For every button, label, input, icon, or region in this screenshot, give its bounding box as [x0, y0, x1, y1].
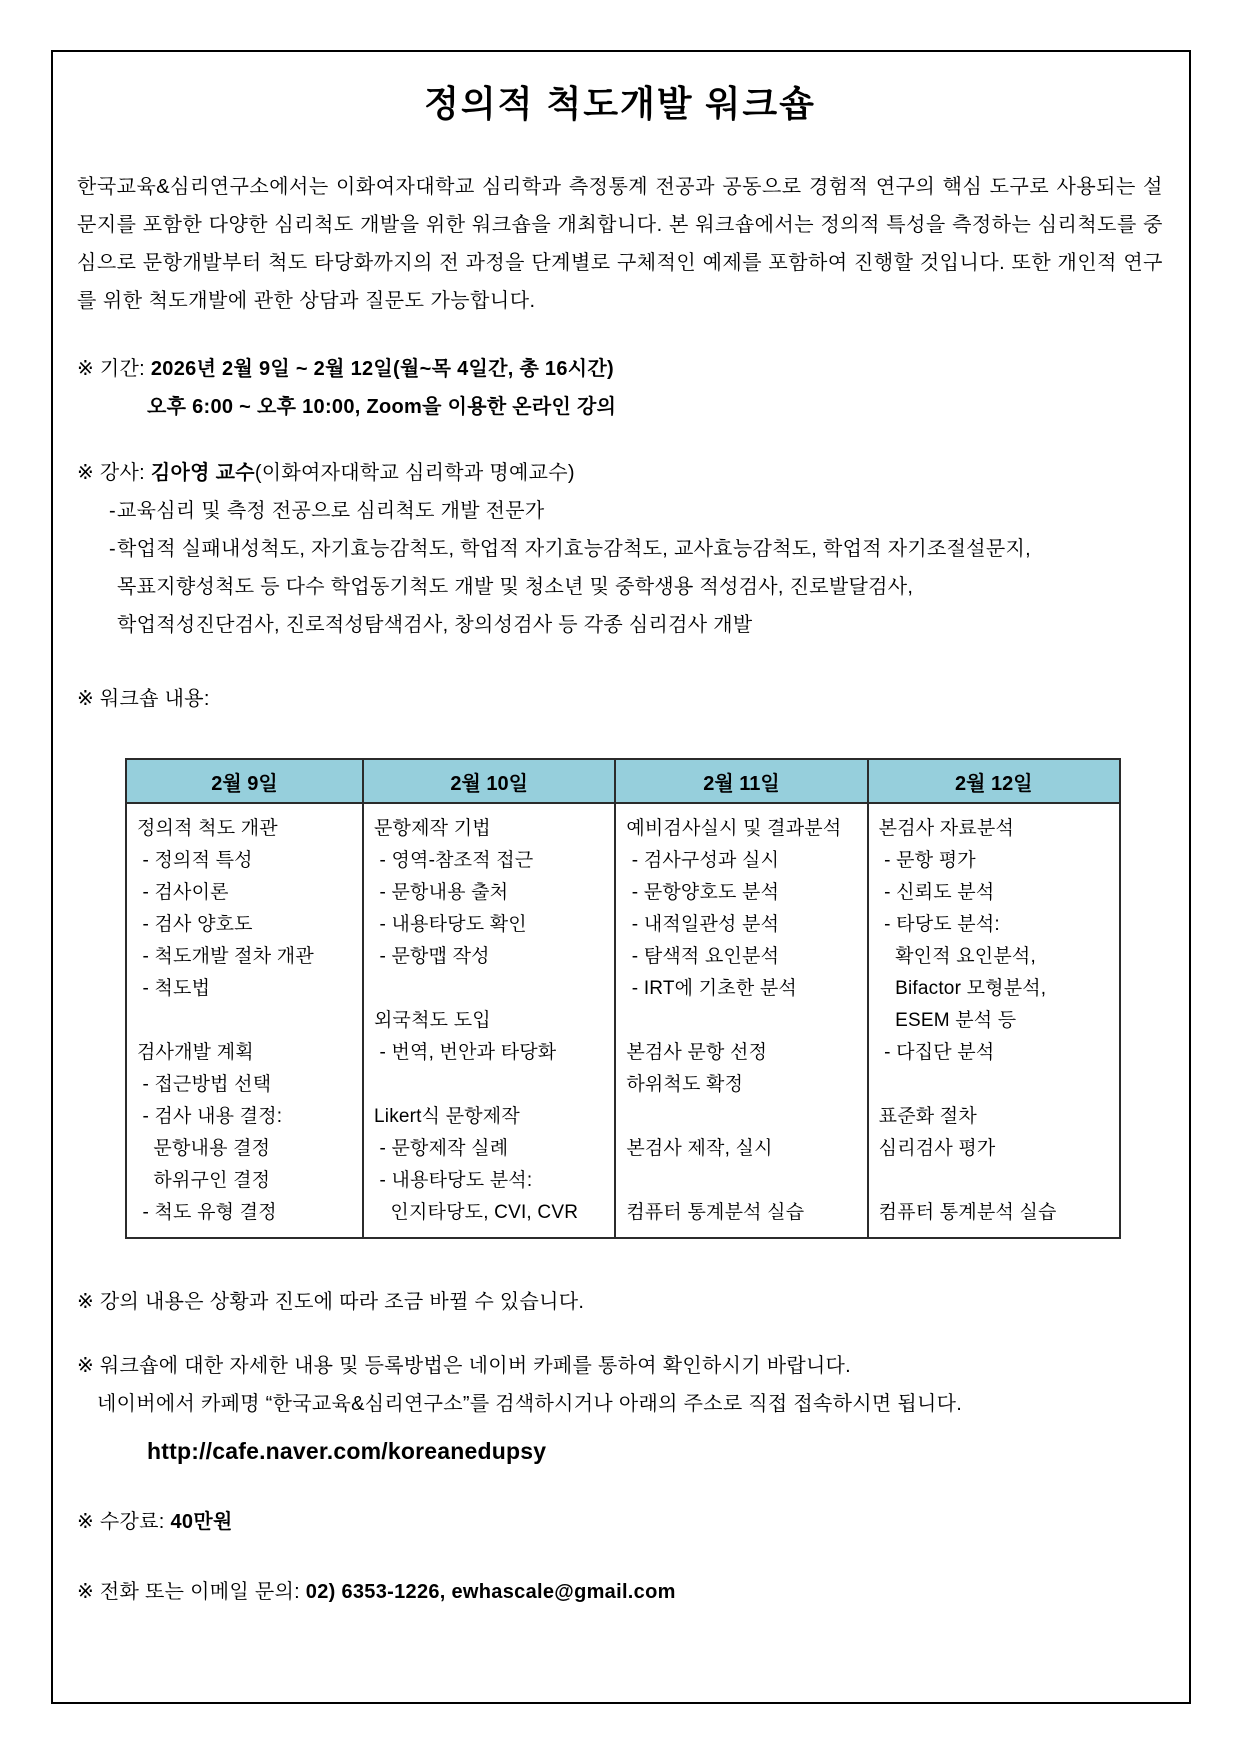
schedule-cell-line: - 내용타당도 확인 [374, 914, 527, 935]
schedule-cell-line: ESEM 분석 등 [878, 1010, 1017, 1031]
schedule-cell-line [626, 1101, 860, 1133]
schedule-section-label: ※ 워크숍 내용: [77, 688, 210, 710]
schedule-cell-line: - 번역, 번안과 타당화 [374, 1042, 557, 1063]
cafe-url: http://cafe.naver.com/koreanedupsy [147, 1438, 547, 1464]
schedule-cell-line [626, 1165, 860, 1197]
schedule-cell-line: - 접근방법 선택 [137, 1074, 272, 1095]
schedule-cell-line: - 문항양호도 분석 [626, 882, 780, 903]
schedule-cell-line: - 문항 평가 [878, 850, 976, 871]
schedule-cell-line: 인지타당도, CVI, CVR [374, 1202, 579, 1223]
instructor-row [77, 454, 1163, 492]
schedule-cell-line: - 검사구성과 실시 [626, 850, 780, 871]
schedule-cell-line: - 문항내용 출처 [374, 882, 509, 903]
schedule-cell-line: 정의적 척도 개관 [137, 818, 278, 839]
schedule-cell-line: - 정의적 특성 [137, 850, 253, 871]
schedule-day-cell [867, 804, 1119, 1237]
schedule-cell-line: 심리검사 평가 [878, 1138, 996, 1159]
schedule-day-header: 2월 11일 [614, 760, 866, 802]
instructor-bullet [77, 530, 1163, 644]
period-value: 2026년 2월 9일 ~ 2월 12일(월~목 4일간, 총 16시간) [150, 358, 614, 380]
contact-value: 02) 6353-1226, ewhascale@gmail.com [305, 1581, 676, 1603]
contact-row [77, 1573, 1163, 1611]
schedule-cell-line: - 탐색적 요인분석 [626, 946, 780, 967]
schedule-day-header: 2월 9일 [211, 773, 278, 795]
instructor-label: ※ 강사: [77, 462, 151, 484]
bullet-text: 교육심리 및 측정 전공으로 심리척도 개발 전문가 [117, 500, 545, 522]
schedule-cell-line: 본검사 자료분석 [878, 818, 1015, 839]
schedule-cell-line: 외국척도 도입 [374, 1010, 491, 1031]
schedule-cell-line: - 문항제작 실례 [374, 1138, 509, 1159]
document-title: 정의적 척도개발 워크숍 [424, 83, 816, 124]
period-label: ※ 기간: [77, 358, 151, 380]
contact-label: ※ 전화 또는 이메일 문의: [77, 1581, 306, 1603]
schedule-cell-line: 예비검사실시 및 결과분석 [626, 818, 842, 839]
schedule-table [125, 758, 1121, 1239]
schedule-cell-line [374, 1069, 608, 1101]
instructor-name: 김아영 교수 [150, 462, 255, 484]
schedule-day-cell [614, 804, 866, 1237]
schedule-cell-line: - 내용타당도 분석: [374, 1170, 533, 1191]
fee-label: ※ 수강료: [77, 1511, 171, 1533]
schedule-header-row [125, 758, 1121, 804]
schedule-cell-line: - 문항맵 작성 [374, 946, 490, 967]
schedule-cell-line: - 검사 양호도 [137, 914, 253, 935]
instructor-affiliation: (이화여자대학교 심리학과 명예교수) [254, 462, 575, 484]
schedule-cell-line [374, 973, 608, 1005]
schedule-cell-line: - 다집단 분석 [878, 1042, 995, 1063]
schedule-cell-line: 검사개발 계획 [137, 1042, 254, 1063]
schedule-cell-line: 하위척도 확정 [626, 1074, 744, 1095]
schedule-cell-line: 표준화 절차 [878, 1106, 977, 1127]
schedule-cell-line: 문항제작 기법 [374, 818, 491, 839]
schedule-day-header: 2월 12일 [867, 760, 1119, 802]
schedule-cell-line: - IRT에 기초한 분석 [626, 978, 797, 999]
schedule-cell-line: - 신뢰도 분석 [878, 882, 995, 903]
instructor-bullet [77, 492, 1163, 530]
schedule-day-cell [127, 804, 362, 1237]
schedule-cell-line: - 척도법 [137, 978, 211, 999]
schedule-cell-line: Likert식 문항제작 [374, 1106, 520, 1127]
schedule-cell-line: - 척도개발 절차 개관 [137, 946, 314, 967]
schedule-cell-line: 본검사 제작, 실시 [626, 1138, 773, 1159]
period-time-row: 오후 6:00 ~ 오후 10:00, Zoom을 이용한 온라인 강의 [147, 396, 617, 418]
schedule-cell-line [626, 1005, 860, 1037]
bullet-line: 목표지향성척도 등 다수 학업동기척도 개발 및 청소년 및 중학생용 적성검사, 진로발달검사, [117, 576, 914, 598]
schedule-day-header: 2월 10일 [362, 760, 614, 802]
schedule-cell-line: 하위구인 결정 [137, 1170, 271, 1191]
schedule-cell-line: - 타당도 분석: [878, 914, 1000, 935]
schedule-cell-line: 컴퓨터 통계분석 실습 [878, 1202, 1057, 1223]
bullet-line: 학업적 실패내성척도, 자기효능감척도, 학업적 자기효능감척도, 교사효능감척도, 학업적 자기조절설문지, [117, 538, 1031, 560]
fee-row [77, 1503, 1163, 1541]
schedule-cell-line: - 검사이론 [137, 882, 229, 903]
page-border-frame [51, 50, 1191, 1704]
schedule-cell-line: - 영역-참조적 접근 [374, 850, 534, 871]
note-registration-2: 네이버에서 카페명 “한국교육&심리연구소”를 검색하시거나 아래의 주소로 직접 접속하시면 됩니다. [97, 1393, 963, 1415]
fee-value: 40만원 [170, 1511, 233, 1533]
schedule-body-row [125, 804, 1121, 1239]
schedule-cell-line: - 검사 내용 결정: [137, 1106, 283, 1127]
schedule-cell-line [879, 1165, 1113, 1197]
note-registration-1: ※ 워크숍에 대한 자세한 내용 및 등록방법은 네이버 카페를 통하여 확인하시기 바랍니다. [77, 1355, 852, 1377]
bullet-line: 학업적성진단검사, 진로적성탐색검사, 창의성검사 등 각종 심리검사 개발 [117, 614, 753, 636]
schedule-cell-line: 문항내용 결정 [137, 1138, 271, 1159]
bullet-dash: - [109, 538, 116, 560]
bullet-dash: - [109, 500, 116, 522]
schedule-cell-line: 컴퓨터 통계분석 실습 [626, 1202, 805, 1223]
schedule-cell-line [137, 1005, 356, 1037]
note-change: ※ 강의 내용은 상황과 진도에 따라 조금 바뀔 수 있습니다. [77, 1291, 585, 1313]
schedule-day-cell [362, 804, 614, 1237]
schedule-cell-line: Bifactor 모형분석, [878, 978, 1047, 999]
intro-paragraph: 한국교육&심리연구소에서는 이화여자대학교 심리학과 측정통계 전공과 공동으로 경험적 연구의 핵심 도구로 사용되는 설문지를 포함한 다양한 심리척도 개발을 위한 워크숍을 개최합니다. 본 워크숍에서는 정의적 특성을 측정하는 심리척도를 중심으로 문항개발부터 척도 타당화까지의 전 과정을 단계별로 구체적인 예제를 포함하여 진행할 것입니다. 또한 개인적 연구를 위한 척도개발에 관한 상담과 질문도 가능합니다. [77, 176, 1163, 312]
period-row [77, 350, 1163, 388]
schedule-cell-line: - 척도 유형 결정 [137, 1202, 277, 1223]
schedule-cell-line: 본검사 문항 선정 [626, 1042, 768, 1063]
schedule-cell-line [879, 1069, 1113, 1101]
schedule-cell-line: - 내적일관성 분석 [626, 914, 780, 935]
schedule-cell-line: 확인적 요인분석, [878, 946, 1036, 967]
bullet-text [117, 530, 1163, 644]
